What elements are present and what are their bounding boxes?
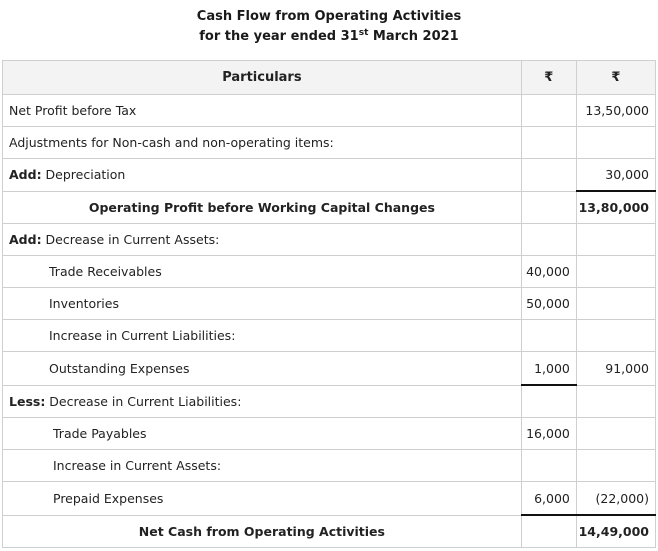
row-col2: 91,000 xyxy=(576,352,655,386)
statement-subtitle xyxy=(0,29,658,44)
table-row xyxy=(3,385,656,418)
row-label xyxy=(3,224,522,256)
table-row xyxy=(3,352,656,386)
row-label-text: Decrease in Current Liabilities: xyxy=(45,393,242,409)
row-label: Increase in Current Liabilities: xyxy=(3,320,522,352)
table-row-total xyxy=(3,515,656,548)
row-col1 xyxy=(521,127,576,159)
table-row xyxy=(3,418,656,450)
header-particulars: Particulars xyxy=(3,61,522,95)
row-col1: 6,000 xyxy=(521,482,576,516)
row-label: Net Cash from Operating Activities xyxy=(3,515,522,548)
cash-flow-table xyxy=(2,60,656,548)
row-col2: 13,80,000 xyxy=(576,191,655,224)
row-col2: (22,000) xyxy=(576,482,655,516)
row-label: Outstanding Expenses xyxy=(3,352,522,386)
row-col1: 50,000 xyxy=(521,288,576,320)
table-row xyxy=(3,256,656,288)
table-row xyxy=(3,224,656,256)
table-row xyxy=(3,482,656,516)
row-col2 xyxy=(576,450,655,482)
row-col1 xyxy=(521,320,576,352)
row-label-prefix: Add: xyxy=(9,167,42,183)
table-row xyxy=(3,159,656,192)
row-col2: 30,000 xyxy=(576,159,655,192)
row-label xyxy=(3,159,522,192)
row-label: Prepaid Expenses xyxy=(3,482,522,516)
subtitle-superscript: st xyxy=(358,28,369,38)
header-rupee-col2: ₹ xyxy=(576,61,655,95)
row-col1: 1,000 xyxy=(521,352,576,386)
row-col2 xyxy=(576,288,655,320)
table-row-subtotal xyxy=(3,191,656,224)
row-col2 xyxy=(576,256,655,288)
table-row xyxy=(3,450,656,482)
row-col1 xyxy=(521,450,576,482)
subtitle-prefix: for the year ended 31 xyxy=(199,29,359,44)
row-label: Adjustments for Non-cash and non-operating items: xyxy=(3,127,522,159)
row-col1 xyxy=(521,191,576,224)
row-label: Increase in Current Assets: xyxy=(3,450,522,482)
row-col2: 14,49,000 xyxy=(576,515,655,548)
row-col1 xyxy=(521,224,576,256)
row-label-text: Depreciation xyxy=(41,167,126,183)
row-col1: 40,000 xyxy=(521,256,576,288)
row-col2 xyxy=(576,418,655,450)
statement-title: Cash Flow from Operating Activities xyxy=(196,9,462,24)
row-label: Trade Receivables xyxy=(3,256,522,288)
table-row xyxy=(3,288,656,320)
subtitle-suffix: March 2021 xyxy=(368,29,459,44)
table-row xyxy=(3,95,656,127)
row-col2 xyxy=(576,224,655,256)
table-row xyxy=(3,320,656,352)
row-label: Trade Payables xyxy=(3,418,522,450)
row-col2 xyxy=(576,385,655,418)
row-col1 xyxy=(521,159,576,192)
row-label-prefix: Less: xyxy=(9,393,46,409)
table-row xyxy=(3,127,656,159)
row-label-text: Decrease in Current Assets: xyxy=(41,232,220,247)
row-col1 xyxy=(521,95,576,127)
row-label: Net Profit before Tax xyxy=(3,95,522,127)
row-col2: 13,50,000 xyxy=(576,95,655,127)
row-label: Inventories xyxy=(3,288,522,320)
row-label: Operating Profit before Working Capital Changes xyxy=(3,191,522,224)
row-col1 xyxy=(521,515,576,548)
row-label xyxy=(3,385,522,418)
row-col1 xyxy=(521,385,576,418)
row-col1: 16,000 xyxy=(521,418,576,450)
row-col2 xyxy=(576,127,655,159)
header-rupee-col1: ₹ xyxy=(521,61,576,95)
row-label-prefix: Add: xyxy=(9,232,42,247)
table-header-row xyxy=(3,61,656,95)
row-col2 xyxy=(576,320,655,352)
